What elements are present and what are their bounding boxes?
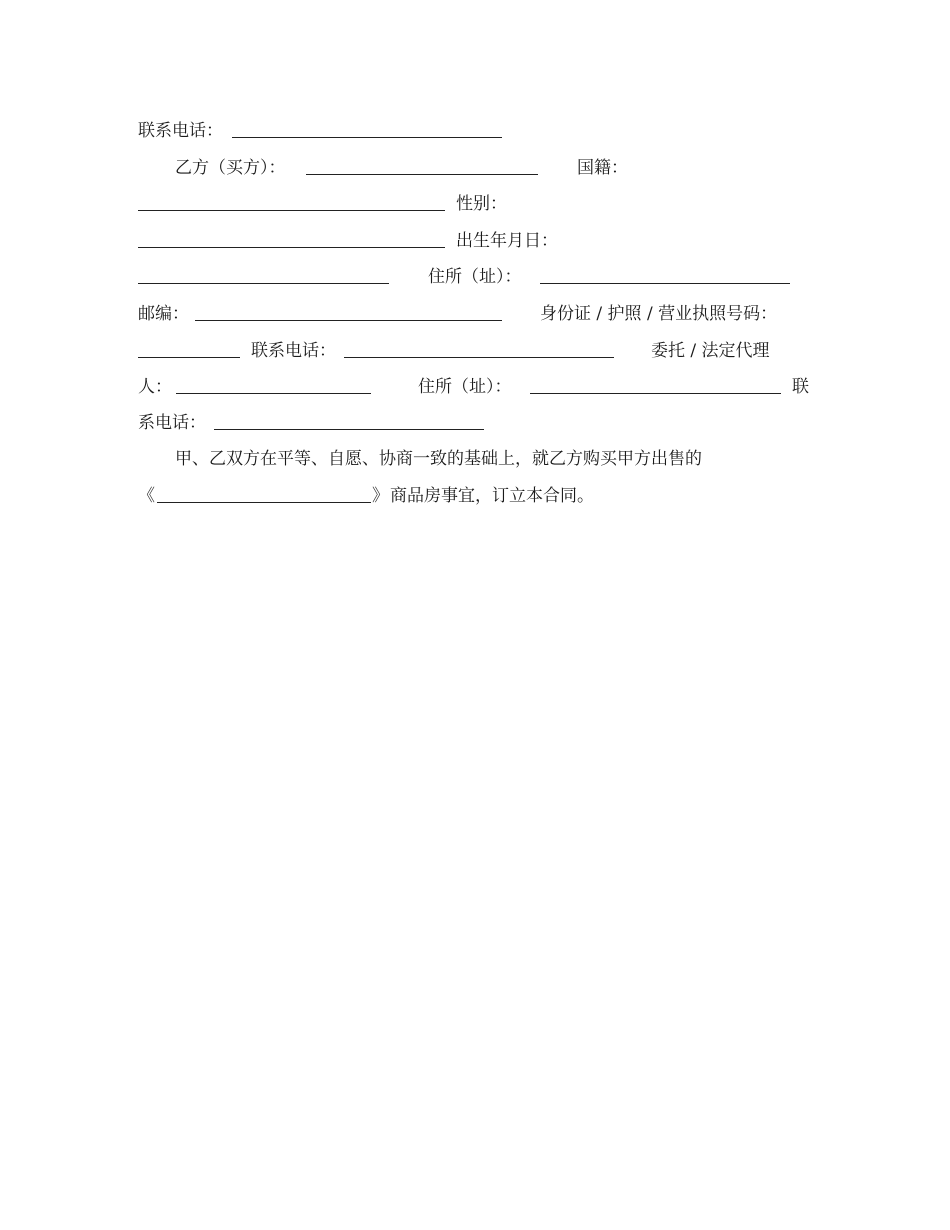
id-number-blank[interactable] [138,357,240,358]
property-name-blank[interactable] [157,502,371,503]
agent-address-label: 住所（址）： [418,377,512,397]
book-title-open: 《 [138,486,155,506]
birthdate-label: 出生年月日： [456,231,558,251]
postcode-blank[interactable] [195,320,502,321]
buyer-contact-phone-blank[interactable] [344,357,614,358]
address-blank[interactable] [540,283,790,284]
agent-label-part1: 委托 / 法定代理 [651,341,770,361]
buyer-name-blank[interactable] [306,174,538,175]
seller-contact-phone-blank[interactable] [232,137,502,138]
address-label: 住所（址）： [428,267,522,287]
agent-contact-part1: 联 [792,377,809,397]
gender-blank[interactable] [138,247,445,248]
agent-name-blank[interactable] [176,393,371,394]
seller-contact-phone-label: 联系电话： [138,121,223,141]
book-title-close: 》 [372,486,389,506]
agreement-row-2 [0,484,594,628]
postcode-label: 邮编： [138,304,189,324]
agent-label-part2: 人： [138,377,172,397]
birthdate-blank[interactable] [138,283,389,284]
buyer-contact-phone-label: 联系电话： [251,341,336,361]
agent-contact-phone-blank[interactable] [214,429,484,430]
agent-contact-part2: 系电话： [138,413,206,433]
gender-label: 性别： [456,194,507,214]
buyer-label: 乙方（买方）： [175,158,286,178]
agreement-line-1: 甲、乙双方在平等、自愿、协商一致的基础上，就乙方购买甲方出售的 [175,449,702,469]
id-number-label: 身份证 / 护照 / 营业执照号码： [540,304,778,324]
agreement-line-2-tail: 商品房事宜，订立本合同。 [390,486,594,506]
agent-address-blank[interactable] [530,393,781,394]
nationality-label: 国籍： [577,158,628,178]
nationality-blank[interactable] [138,210,445,211]
